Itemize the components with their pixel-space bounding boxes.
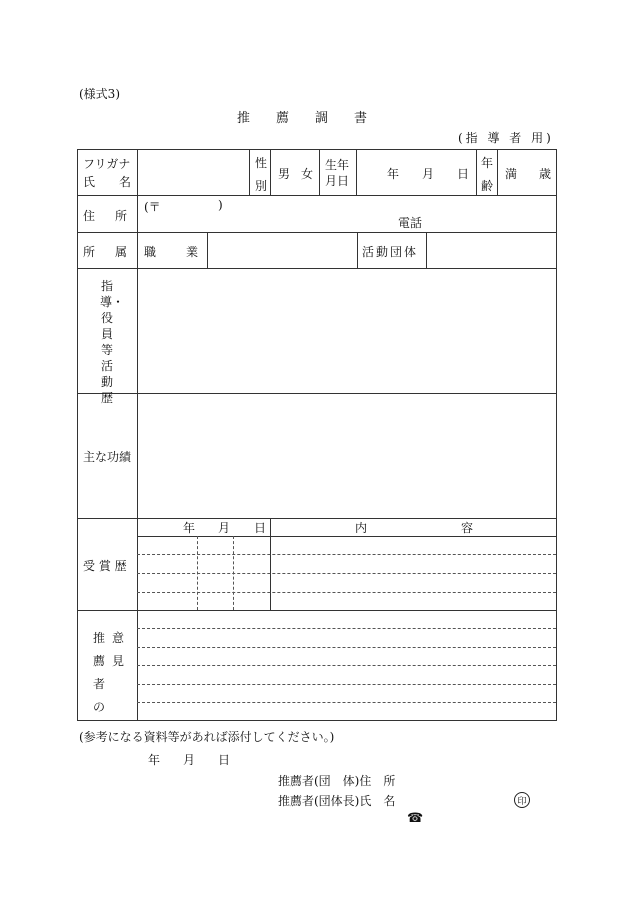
birth-month-unit: 月 bbox=[422, 167, 435, 181]
col-divider bbox=[270, 150, 271, 195]
postal-code-close: ) bbox=[218, 198, 223, 212]
awards-header-divider bbox=[137, 536, 556, 537]
row-divider bbox=[78, 610, 556, 611]
col-divider bbox=[497, 150, 498, 195]
age-unit: 歳 bbox=[539, 167, 552, 181]
furigana-label: フリガナ bbox=[83, 157, 131, 171]
birthdate-label-bottom: 月日 bbox=[325, 174, 350, 188]
opinion-dashed-row bbox=[137, 665, 556, 666]
row-divider bbox=[78, 232, 556, 233]
row-divider bbox=[78, 268, 556, 269]
col-divider bbox=[356, 150, 357, 195]
activity-history-label: 指導・役員等活動歴 bbox=[100, 279, 125, 405]
opinion-dashed-row bbox=[137, 628, 556, 629]
row-divider bbox=[78, 518, 556, 519]
sex-label-bottom: 別 bbox=[255, 179, 268, 193]
seal-mark bbox=[514, 792, 530, 808]
col-divider bbox=[319, 150, 320, 195]
recommender-name-label: 推薦者(団体長)氏 名 bbox=[278, 794, 396, 808]
awards-year-header: 年 bbox=[183, 521, 196, 535]
footer-date-month: 月 bbox=[183, 753, 196, 767]
row-divider bbox=[78, 393, 556, 394]
phone-label: 電話 bbox=[398, 216, 423, 230]
form-subtitle: (指 導 者 用) bbox=[458, 131, 554, 145]
col-divider bbox=[357, 232, 358, 268]
awards-dashed-row bbox=[137, 592, 556, 593]
recommendation-form-table bbox=[77, 149, 557, 721]
col-divider bbox=[476, 150, 477, 195]
opinion-label-col1: 推薦者の bbox=[92, 631, 105, 714]
footer-date-year: 年 bbox=[148, 753, 161, 767]
activity-group-label: 活動団体 bbox=[362, 245, 419, 259]
label-column-divider bbox=[137, 150, 138, 720]
occupation-label: 職 業 bbox=[144, 245, 201, 259]
attachment-note: (参考になる資料等があれば添付してください。) bbox=[79, 730, 335, 744]
birth-year-unit: 年 bbox=[387, 167, 400, 181]
telephone-icon: ☎ bbox=[407, 811, 424, 826]
form-title: 推薦調書 bbox=[237, 111, 394, 126]
opinion-dashed-row bbox=[137, 702, 556, 703]
footer-date-day: 日 bbox=[218, 753, 231, 767]
opinion-label-col2: 意見 bbox=[111, 631, 124, 668]
awards-day-header: 日 bbox=[254, 521, 267, 535]
awards-content-header: 容 bbox=[461, 521, 474, 535]
opinion-dashed-row bbox=[137, 684, 556, 685]
row-divider bbox=[78, 195, 556, 196]
achievements-label: 主な功績 bbox=[83, 450, 132, 464]
name-label: 氏 名 bbox=[83, 175, 132, 189]
awards-date-divider bbox=[270, 518, 271, 610]
sex-male-option[interactable]: 男 bbox=[278, 167, 291, 181]
seal-icon: 印 bbox=[514, 792, 530, 808]
awards-month-header: 月 bbox=[218, 521, 231, 535]
opinion-dashed-row bbox=[137, 647, 556, 648]
col-divider bbox=[207, 232, 208, 268]
form-number: (様式3) bbox=[79, 87, 120, 101]
awards-content-header: 内 bbox=[355, 521, 368, 535]
address-label: 住 所 bbox=[83, 209, 132, 223]
recommender-address-label: 推薦者(団 体)住 所 bbox=[278, 774, 396, 788]
birthdate-label-top: 生年 bbox=[325, 158, 350, 172]
col-divider bbox=[249, 150, 250, 195]
age-full-prefix: 満 bbox=[505, 167, 518, 181]
awards-dashed-row bbox=[137, 573, 556, 574]
sex-label-top: 性 bbox=[255, 156, 268, 170]
awards-dashed-row bbox=[137, 554, 556, 555]
postal-code-open: (〒 bbox=[144, 200, 161, 214]
awards-label: 受 賞 歴 bbox=[83, 559, 127, 573]
col-divider bbox=[426, 232, 427, 268]
age-label-top: 年 bbox=[481, 156, 494, 170]
sex-female-option[interactable]: 女 bbox=[301, 167, 314, 181]
age-label-bottom: 齢 bbox=[481, 179, 494, 193]
birth-day-unit: 日 bbox=[457, 167, 470, 181]
affiliation-label: 所 属 bbox=[83, 245, 132, 259]
